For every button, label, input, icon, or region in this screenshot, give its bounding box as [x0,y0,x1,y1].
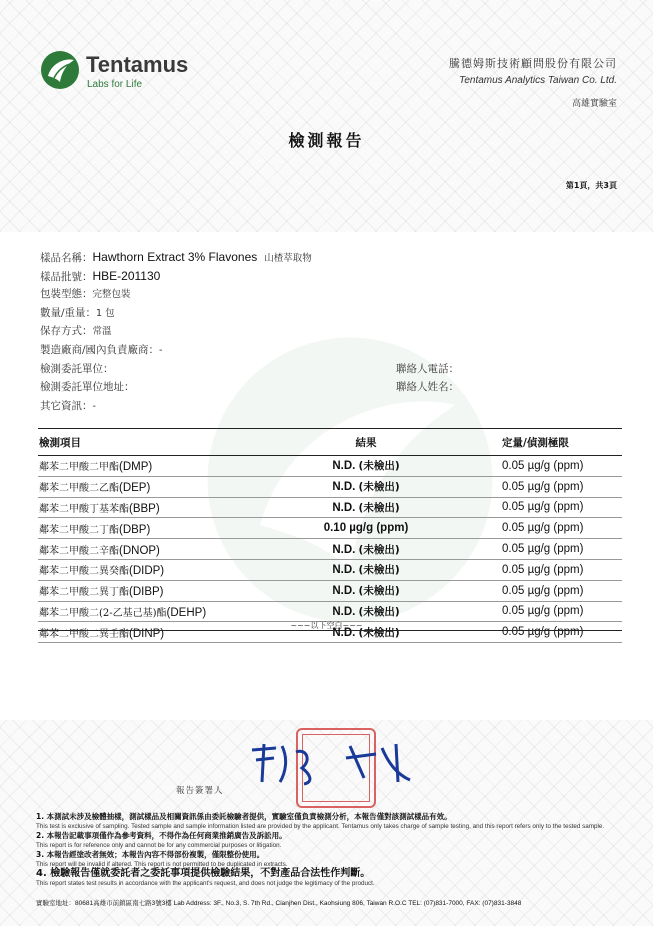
note-1: 1. 本測試未涉及檢體抽樣，測試樣品及相關資訊係由委託檢驗者提供，實驗室僅負責檢測分析，本報告僅對該測試樣品有效。 This test is exclusive of sampling. Tested sample and sample information listed are provided by the applicant. Tentamus only takes charge of sample testing, and this report refers only to the tested sample. [36,812,605,830]
lot-row [40,267,312,286]
result-value: N.D. [332,564,356,577]
result-zh: (未檢出) [358,481,400,494]
limit-cell: 0.05 µg/g (ppm) [462,476,622,497]
brand-name: Tentamus [86,52,189,77]
table-row [38,601,622,622]
signer-label: 報告簽署人 [176,786,224,796]
result-cell [270,539,462,560]
test-item-code: (DIBP) [129,586,164,599]
note-4: 4. 檢驗報告僅就委託者之委託事項提供檢驗結果，不對產品合法性作判斷。 This report states test results in accordance with the applicant's request, and does not judge the legitimacy of the product. [36,868,375,887]
test-item-zh: 鄰苯二甲酸二乙酯 [39,483,119,495]
test-item [38,456,270,477]
test-item-zh: 鄰苯二甲酸二辛酯 [39,545,119,557]
client-addr-row [40,378,459,397]
limit-cell: 0.05 µg/g (ppm) [462,559,622,580]
result-value: N.D. [332,501,356,514]
result-zh: (未檢出) [358,543,400,556]
result-zh: (未檢出) [358,460,400,473]
test-item-code: (DNOP) [119,544,160,557]
qty-value: 1 包 [96,307,115,319]
test-item-zh: 鄰苯二甲酸二異壬酯 [39,628,129,640]
client-label: 檢測委託單位： [40,362,114,375]
storage-value: 常溫 [92,326,112,338]
signature-stroke-icon [246,738,416,788]
page-number: 第1頁，共3頁 [565,181,617,190]
phone-label: 聯絡人電話： [396,362,459,375]
header-background [0,0,653,232]
lot-label: 樣品批號： [40,270,93,283]
test-item-code: (DEP) [119,482,151,495]
test-item-zh: 鄰苯二甲酸二丁酯 [39,524,119,536]
lot-value: HBE-201130 [92,268,161,283]
test-item [38,601,270,622]
tentamus-logo [40,48,200,96]
table-row [38,456,622,477]
maker-label: 製造廠商/國內負責廠商： [40,343,160,356]
result-zh: (未檢出) [358,585,400,598]
sample-name-value: Hawthorn Extract 3% Flavones [92,250,258,264]
limit-cell: 0.05 µg/g (ppm) [462,622,622,643]
handwritten-signature [246,738,416,797]
result-cell [270,580,462,601]
note-3: 3. 本報告經塗改者無效；本報告內容不得部份複製，僅限整份使用。 This report will be invalid if altered. This report is not permitted to be duplicated in extracts. [36,850,288,868]
lab-name: 高雄實驗室 [571,99,617,109]
table-row [38,476,622,497]
other-row [40,397,312,416]
brand-tagline: Labs for Life [87,79,143,90]
storage-row [40,322,312,341]
table-row [38,559,622,580]
result-cell [270,601,462,622]
limit-cell: 0.05 µg/g (ppm) [462,518,622,539]
limit-cell: 0.05 µg/g (ppm) [462,456,622,477]
storage-label: 保存方式： [40,325,93,338]
test-item-code: (DIDP) [129,565,165,578]
test-item-code: (BBP) [129,502,160,515]
limit-cell: 0.05 µg/g (ppm) [462,539,622,560]
test-item-zh: 鄰苯二甲酸二異癸酯 [39,566,129,578]
header-result: 結果 [270,429,462,456]
table-row [38,539,622,560]
maker-row [40,341,312,360]
result-value: N.D. [332,585,356,598]
test-item [38,518,270,539]
report-notes [36,812,626,888]
test-item-code: (DINP) [129,627,165,640]
limit-cell: 0.05 µg/g (ppm) [462,497,622,518]
company-name-zh: 騰德姆斯技術顧問股份有限公司 [449,57,617,70]
header-test-item: 檢測項目 [38,429,270,456]
sample-name-row [40,248,312,267]
other-value: - [92,400,96,412]
test-item-zh: 鄰苯二甲酸二異丁酯 [39,587,129,599]
package-label: 包裝型態： [40,288,93,301]
result-value: 0.10 µg/g (ppm) [323,522,409,535]
result-value: N.D. [332,543,356,556]
result-zh: (未檢出) [358,626,400,639]
other-label: 其它資訊： [40,399,93,412]
result-cell [270,456,462,477]
test-item-code: (DMP) [119,461,153,474]
table-row [38,580,622,601]
client-row [40,360,459,379]
header-limit: 定量/偵測極限 [462,429,622,456]
maker-value: - [159,344,163,356]
test-item [38,476,270,497]
test-item-code: (DEHP) [166,606,207,619]
package-value: 完整包裝 [92,289,131,301]
report-title: 檢測報告 [288,131,365,150]
table-row [38,497,622,518]
test-item-zh: 鄰苯二甲酸丁基苯酯 [39,503,129,515]
result-cell [270,497,462,518]
sample-name-zh: 山楂萃取物 [264,253,312,264]
client-addr-label: 檢測委託單位地址： [40,381,135,394]
test-item-code: (DBP) [119,523,151,536]
result-cell [270,476,462,497]
result-value: N.D. [332,481,356,494]
result-zh: (未檢出) [358,564,400,577]
result-value: N.D. [332,626,356,639]
test-item-zh: 鄰苯二甲酸二甲酯 [39,462,119,474]
lab-address: 實驗室地址：80681高雄市前鎮區南七路3號3樓 Lab Address: 3F., No.3, S. 7th Rd., Cianjhen Dist., Kaohsiung 806, Taiwan R.O.C TEL: (07)831-7000, FAX: (07)831-3848 [36,900,522,907]
sample-info [40,248,459,415]
result-zh: (未檢出) [358,501,400,514]
test-item [38,559,270,580]
table-row [38,518,622,539]
result-cell [270,518,462,539]
test-item-zh: 鄰苯二甲酸二(2-乙基己基)酯 [39,607,167,619]
company-block [449,55,617,86]
result-value: N.D. [332,605,356,618]
note-2: 2. 本報告記載事項僅作為參考資料，不得作為任何商業推銷廣告及訴訟用。 This report is for reference only and cannot be for any commercial purposes or litigation. [36,831,287,849]
limit-cell: 0.05 µg/g (ppm) [462,601,622,622]
sample-name-label: 樣品名稱： [40,252,93,264]
test-item [38,497,270,518]
test-item [38,539,270,560]
qty-row [40,304,312,323]
table-header-row [38,429,622,456]
result-cell [270,559,462,580]
tentamus-leaf-icon [40,50,80,90]
result-value: N.D. [332,460,356,473]
limit-cell: 0.05 µg/g (ppm) [462,580,622,601]
result-zh: (未檢出) [358,605,400,618]
test-item [38,580,270,601]
contact-label: 聯絡人姓名： [396,381,459,394]
qty-label: 數量/重量： [40,306,97,319]
results-table [38,428,622,643]
table-end-rule [38,630,622,631]
package-row [40,285,312,304]
end-of-table-note: ~~~以下空白~~~ [290,621,363,630]
company-name-en: Tentamus Analytics Taiwan Co. Ltd. [459,75,617,86]
